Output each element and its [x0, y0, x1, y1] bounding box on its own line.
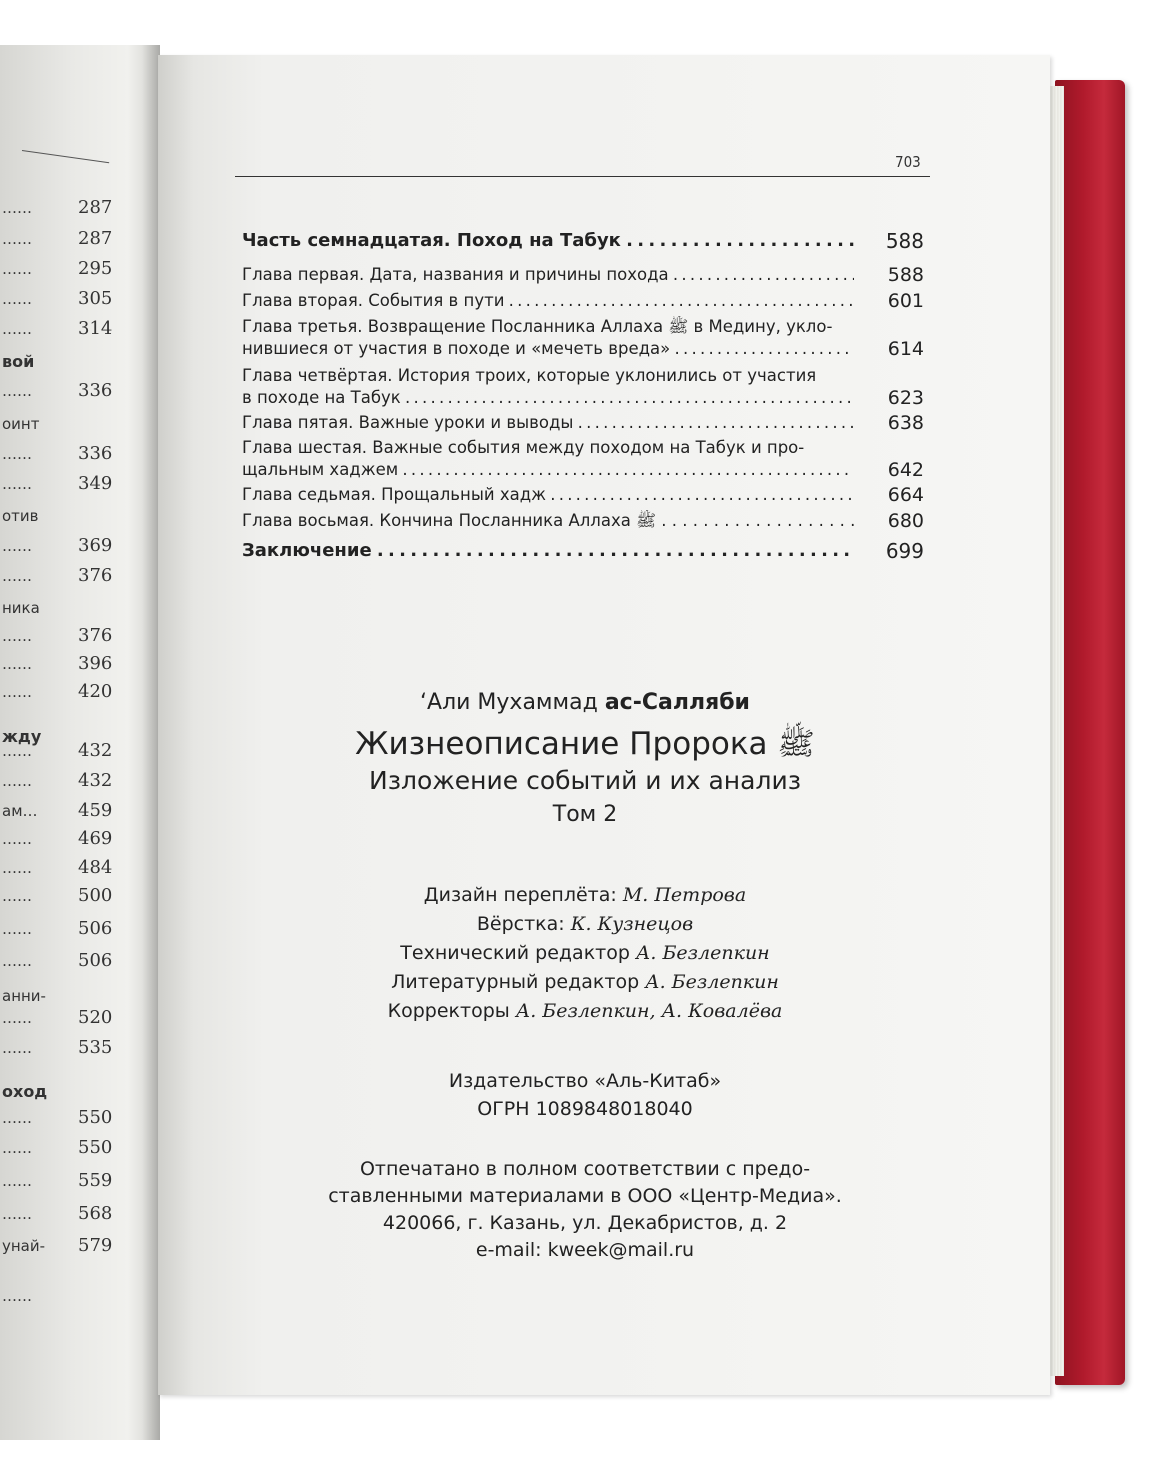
- toc-title: Заключение . . .: [242, 540, 854, 562]
- toc-title: Глава третья. Возвращение Посланника Аллаха ﷺ в Медину, укло-: [242, 317, 833, 336]
- left-toc-page-number: 336: [78, 380, 113, 401]
- left-toc-line: [0, 597, 150, 621]
- left-toc-text: ……: [2, 537, 32, 555]
- left-toc-text: ……: [2, 1109, 32, 1127]
- left-toc-line: [0, 473, 150, 497]
- toc-title: Глава шестая. Важные события между походом на Табук и про-: [242, 438, 805, 457]
- author: [270, 690, 900, 715]
- left-toc-line: [0, 950, 150, 974]
- left-toc-page-number: 506: [78, 918, 113, 939]
- credit-role: Вёрстка:: [476, 913, 565, 935]
- left-toc-line: [0, 258, 150, 282]
- credit-person: А. Безлепкин: [645, 971, 779, 993]
- left-toc-line: [0, 1235, 150, 1259]
- credit-role: Литературный редактор: [391, 971, 640, 993]
- left-toc-page-number: 500: [78, 885, 113, 906]
- left-toc-text: ……: [2, 260, 32, 278]
- left-toc-text: ……: [2, 290, 32, 308]
- left-toc-page-number: 506: [78, 950, 113, 971]
- left-toc-page-number: 369: [78, 535, 113, 556]
- left-toc-text: ……: [2, 859, 32, 877]
- left-toc-line: [0, 985, 150, 1009]
- left-toc-page-number: 287: [78, 197, 113, 218]
- toc-page-number: 601: [887, 290, 924, 312]
- email: e-mail: kweek@mail.ru: [475, 1239, 695, 1261]
- printed-line-1: Отпечатано в полном соответствии с предо-: [359, 1158, 811, 1180]
- left-toc-page-number: 535: [78, 1037, 113, 1058]
- left-toc-page-number: 295: [78, 258, 113, 279]
- left-toc-line: [0, 1007, 150, 1031]
- left-toc-line: [0, 1285, 150, 1309]
- toc-page-number: 588: [885, 229, 924, 253]
- toc-page-number: 664: [887, 484, 924, 506]
- toc-title: в походе на Табук . . .: [242, 387, 854, 409]
- toc-title: нившиеся от участия в походе и «мечеть вреда» . . .: [242, 338, 854, 360]
- left-toc-text: вой: [2, 352, 35, 371]
- address: 420066, г. Казань, ул. Декабристов, д. 2: [382, 1212, 788, 1234]
- credit-person: К. Кузнецов: [570, 913, 694, 935]
- left-toc-text: отив: [2, 507, 39, 525]
- toc-page-number: 588: [887, 264, 924, 286]
- volume: Том 2: [552, 802, 618, 827]
- left-toc-line: [0, 1170, 150, 1194]
- left-toc-page-number: 432: [78, 740, 113, 761]
- left-toc-page-number: 568: [78, 1203, 113, 1224]
- left-toc-line: [0, 857, 150, 881]
- credit-line: [250, 884, 920, 906]
- credit-role: Дизайн переплёта:: [423, 884, 617, 906]
- credit-person: М. Петрова: [622, 884, 747, 906]
- left-toc-page-number: 396: [78, 653, 113, 674]
- left-toc-text: ……: [2, 655, 32, 673]
- credit-person: А. Безлепкин, А. Ковалёва: [515, 1000, 783, 1022]
- book-title: Жизнеописание Пророка ﷺ: [355, 726, 815, 762]
- left-toc-line: [0, 1203, 150, 1227]
- toc-title: Глава первая. Дата, названия и причины похода . . .: [242, 264, 854, 286]
- left-toc-page-number: 520: [78, 1007, 113, 1028]
- credit-person: А. Безлепкин: [635, 942, 770, 964]
- toc-title: Глава восьмая. Кончина Посланника Аллаха ﷺ . . .: [242, 510, 854, 532]
- left-toc-line: [0, 288, 150, 312]
- toc-page-number: 699: [885, 539, 924, 563]
- left-toc-line: [0, 1037, 150, 1061]
- left-toc-line: [0, 228, 150, 252]
- left-toc-text: анни-: [2, 987, 46, 1005]
- ogrn: ОГРН 1089848018040: [477, 1098, 693, 1120]
- left-header-rule: [22, 150, 109, 163]
- left-toc-page-number: 336: [78, 443, 113, 464]
- header-rule: [235, 176, 930, 177]
- left-toc-line: [0, 318, 150, 342]
- left-toc-text: ……: [2, 1009, 32, 1027]
- toc-title: Глава седьмая. Прощальный хадж . . .: [242, 484, 854, 506]
- left-toc-line: [0, 828, 150, 852]
- left-toc-page-number: 376: [78, 565, 113, 586]
- left-toc-line: [0, 1080, 150, 1104]
- left-toc-line: [0, 770, 150, 794]
- toc-page-number: 642: [887, 459, 924, 481]
- left-toc-text: ам…: [2, 802, 38, 820]
- left-toc-page-number: 432: [78, 770, 113, 791]
- credit-line: [250, 913, 920, 935]
- left-toc-line: [0, 505, 150, 529]
- left-toc-text: ……: [2, 683, 32, 701]
- toc-page-number: 638: [887, 412, 924, 434]
- left-toc-line: [0, 885, 150, 909]
- left-toc-line: [0, 350, 150, 374]
- left-toc-text: ……: [2, 742, 32, 760]
- left-toc-text: ……: [2, 320, 32, 338]
- credit-role: Технический редактор: [400, 942, 630, 964]
- left-toc-line: [0, 625, 150, 649]
- left-toc-line: [0, 740, 150, 764]
- left-toc-page-number: 420: [78, 681, 113, 702]
- left-toc-text: ……: [2, 475, 32, 493]
- left-toc-text: ника: [2, 599, 40, 617]
- left-toc-text: ……: [2, 382, 32, 400]
- left-toc-text: ……: [2, 627, 32, 645]
- left-toc-page-number: 314: [78, 318, 113, 339]
- left-toc-page-number: 579: [78, 1235, 113, 1256]
- credit-line: [250, 1000, 920, 1022]
- left-toc-line: [0, 653, 150, 677]
- toc-title: Часть семнадцатая. Поход на Табук . . .: [242, 230, 854, 252]
- book-subtitle: Изложение событий и их анализ: [369, 766, 801, 795]
- left-toc-text: ……: [2, 920, 32, 938]
- left-toc-text: ……: [2, 1172, 32, 1190]
- left-toc-text: жду: [2, 727, 42, 746]
- author-name: ас-Салляби: [604, 690, 750, 715]
- left-toc-line: [0, 565, 150, 589]
- left-toc-page-number: 349: [78, 473, 113, 494]
- left-toc-line: [0, 1107, 150, 1131]
- left-toc-text: ……: [2, 567, 32, 585]
- page-number: 703: [895, 153, 921, 171]
- left-toc-text: ……: [2, 1039, 32, 1057]
- left-toc-page-number: 550: [78, 1107, 113, 1128]
- toc-title: щальным хаджем . . .: [242, 459, 854, 481]
- credit-role: Корректоры: [387, 1000, 510, 1022]
- left-toc-line: [0, 535, 150, 559]
- left-toc-page-number: 305: [78, 288, 113, 309]
- left-toc-line: [0, 918, 150, 942]
- left-toc-page-number: 376: [78, 625, 113, 646]
- left-toc-page-number: 550: [78, 1137, 113, 1158]
- left-toc-page-number: 287: [78, 228, 113, 249]
- left-toc-text: ……: [2, 952, 32, 970]
- left-toc-text: оход: [2, 1082, 48, 1101]
- left-toc-text: ……: [2, 445, 32, 463]
- toc-page-number: 680: [887, 510, 924, 532]
- credit-line: [250, 971, 920, 993]
- left-toc-text: ……: [2, 1205, 32, 1223]
- toc-page-number: 614: [887, 338, 924, 360]
- left-toc-text: унай-: [2, 1237, 46, 1255]
- toc-title: Глава четвёртая. История троих, которые уклонились от участия: [242, 366, 817, 385]
- left-toc-page-number: 484: [78, 857, 113, 878]
- left-toc-text: ……: [2, 772, 32, 790]
- credit-line: [250, 942, 920, 964]
- left-toc-line: [0, 197, 150, 221]
- left-toc-line: [0, 1137, 150, 1161]
- author-prefix: ‘Али Мухаммад: [420, 690, 598, 715]
- book-cover: [1055, 80, 1125, 1385]
- left-toc-text: ……: [2, 1139, 32, 1157]
- left-toc-text: ……: [2, 230, 32, 248]
- left-toc-text: оинт: [2, 415, 40, 433]
- left-toc-line: [0, 443, 150, 467]
- left-toc-text: ……: [2, 830, 32, 848]
- left-toc-page-number: 459: [78, 800, 113, 821]
- left-toc-line: [0, 413, 150, 437]
- left-toc-page-number: 469: [78, 828, 113, 849]
- toc-title: Глава пятая. Важные уроки и выводы . . .: [242, 412, 854, 434]
- left-page: [0, 45, 160, 1440]
- left-toc-text: ……: [2, 199, 32, 217]
- printed-line-2: ставленными материалами в ООО «Центр-Медиа».: [328, 1185, 842, 1207]
- left-toc-text: ……: [2, 1287, 32, 1305]
- left-toc-line: [0, 681, 150, 705]
- left-toc-line: [0, 800, 150, 824]
- toc-page-number: 623: [887, 387, 924, 409]
- left-toc-text: ……: [2, 887, 32, 905]
- left-toc-line: [0, 380, 150, 404]
- left-toc-page-number: 559: [78, 1170, 113, 1191]
- publisher: Издательство «Аль-Китаб»: [448, 1070, 722, 1092]
- toc-title: Глава вторая. События в пути . . .: [242, 290, 854, 312]
